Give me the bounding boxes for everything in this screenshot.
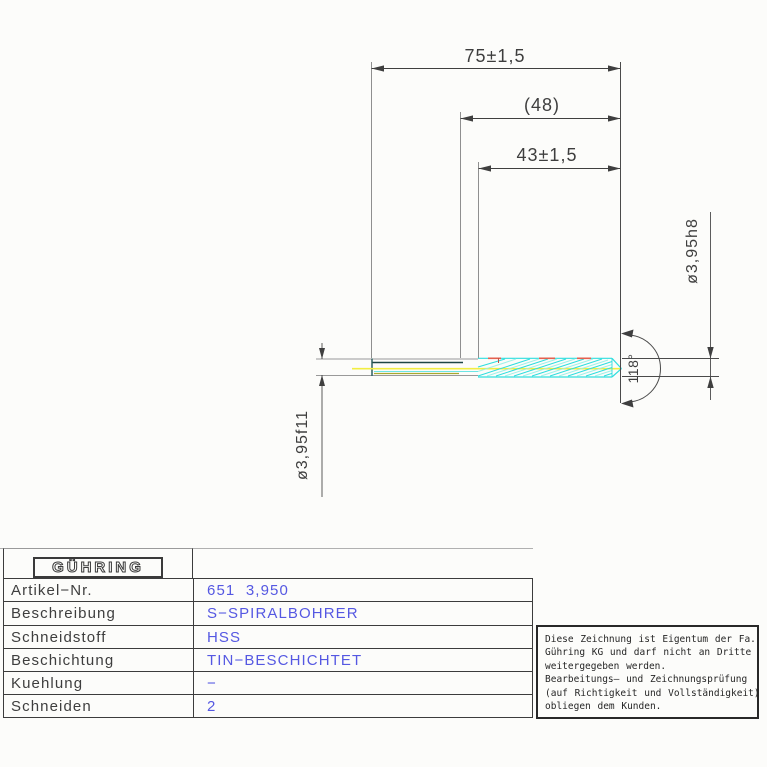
- shank-diameter-label: ø3,95f11: [294, 410, 311, 480]
- table-row-schneiden: [3, 694, 533, 718]
- drill-shank: [316, 359, 478, 377]
- table-row-beschichtung: [3, 648, 533, 672]
- row-value: S−SPIRALBOHRER: [207, 605, 359, 622]
- row-value: TIN−BESCHICHTET: [207, 651, 363, 669]
- flute-length-label: 43±1,5: [516, 145, 578, 165]
- overall-length-label: 75±1,5: [464, 46, 526, 66]
- row-label: Beschreibung: [4, 602, 194, 625]
- row-label: Schneiden: [4, 695, 194, 717]
- note-line: Bearbeitungs– und Zeichnungsprüfung: [545, 674, 748, 686]
- reference-length-label: (48): [523, 95, 561, 115]
- guehring-logo-text: GÜHRING: [52, 559, 144, 576]
- row-label: Beschichtung: [4, 649, 194, 671]
- row-value: 2: [207, 697, 217, 715]
- note-line: weitergegeben werden.: [545, 660, 667, 672]
- table-row-artikel-nr: [3, 578, 533, 602]
- row-value: −: [207, 674, 217, 692]
- guehring-logo: [33, 557, 163, 578]
- table-row-kuehlung: [3, 671, 533, 695]
- drill-flutes: [478, 358, 612, 377]
- note-line: (auf Richtigkeit und Vollständigkeit): [545, 687, 760, 699]
- dimension-point-angle: [621, 62, 661, 408]
- row-label: Kuehlung: [4, 672, 194, 694]
- dimension-flute-length: [479, 145, 621, 358]
- ownership-note: [536, 625, 759, 719]
- dimension-overall-length: [372, 46, 621, 358]
- row-value: HSS: [207, 628, 242, 646]
- row-label: Artikel−Nr.: [4, 579, 194, 601]
- point-angle-label: 118°: [625, 353, 641, 384]
- titleblock-logo-cell: [3, 548, 193, 579]
- table-row-schneidstoff: [3, 625, 533, 649]
- dimension-reference-length: [461, 95, 621, 358]
- row-value: 651 3,950: [207, 581, 289, 599]
- note-line: obliegen dem Kunden.: [545, 701, 662, 713]
- table-row-beschreibung: [3, 601, 533, 626]
- cutting-diameter-label: ø3,95h8: [684, 218, 701, 284]
- row-label: Schneidstoff: [4, 626, 194, 648]
- note-line: Diese Zeichnung ist Eigentum der Fa.: [545, 634, 756, 645]
- dimension-shank-diameter: [294, 343, 325, 497]
- note-line: Gühring KG und darf nicht an Dritte: [545, 647, 752, 659]
